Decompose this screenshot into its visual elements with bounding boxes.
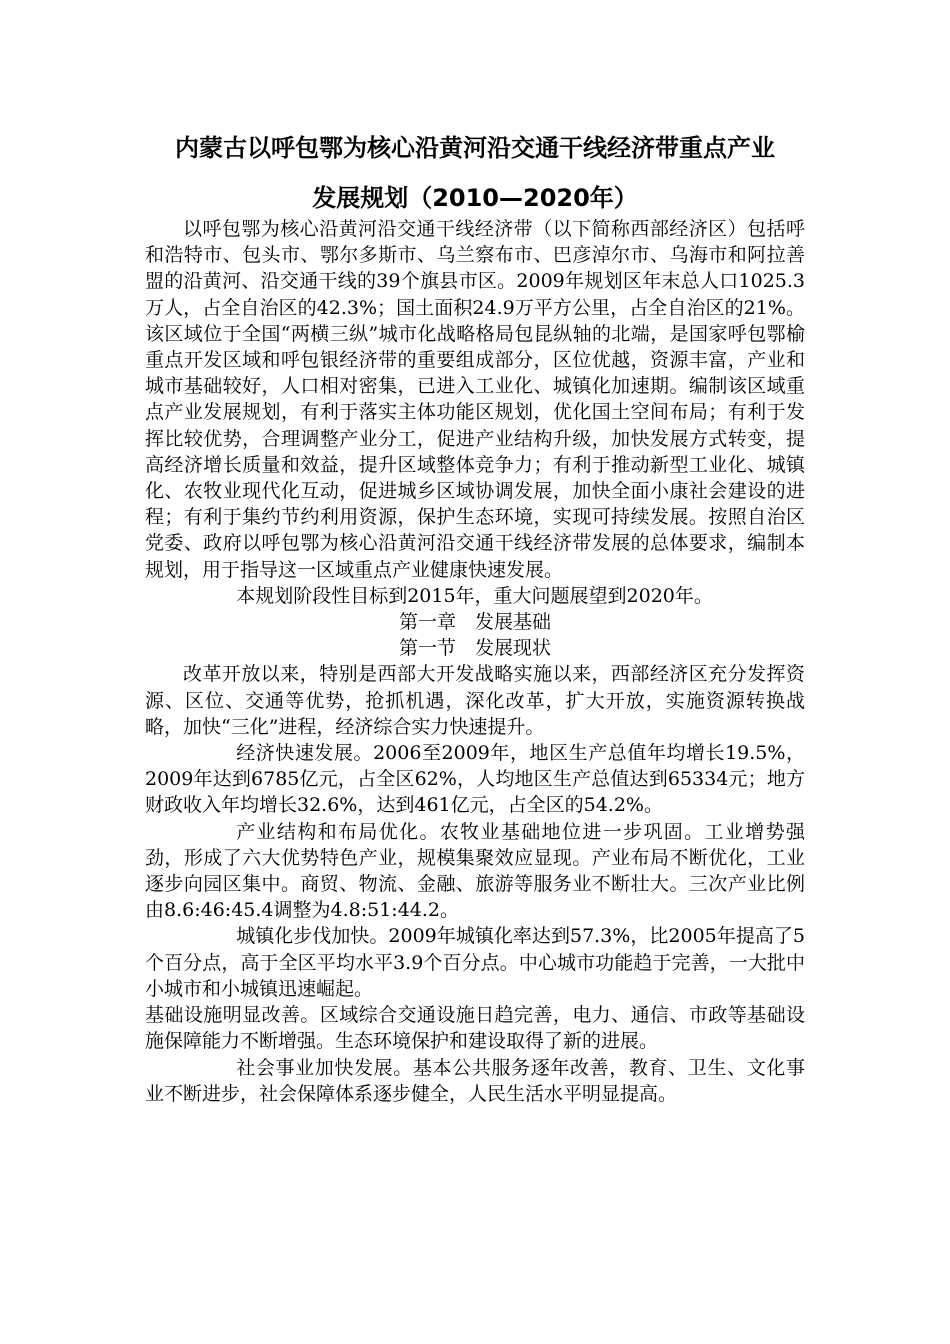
intro-paragraph: 以呼包鄂为核心沿黄河沿交通干线经济带（以下简称西部经济区）包括呼和浩特市、包头市、鄂尔多斯市、乌兰察布市、巴彦淖尔市、乌海市和阿拉善盟的沿黄河、沿交通干线的39个旗县市区。2009年规划区年末总人口1025.3万人，占全自治区的42.3%；国土面积24.9万平方公里，占全自治区的21%。该区域位于全国“两横三纵”城市化战略格局包昆纵轴的北端，是国家呼包鄂榆重点开发区域和呼包银经济带的重要组成部分，区位优越，资源丰富，产业和城市基础较好，人口相对密集，已进入工业化、城镇化加速期。编制该区域重点产业发展规划，有利于落实主体功能区规划，优化国土空间布局；有利于发挥比较优势，合理调整产业分工，促进产业结构升级，加快发展方式转变，提高经济增长质量和效益，提升区域整体竞争力；有利于推动新型工业化、城镇化、农牧业现代化互动，促进城乡区域协调发展，加快全面小康社会建设的进程；有利于集约节约利用资源，保护生态环境，实现可持续发展。按照自治区党委、政府以呼包鄂为核心沿黄河沿交通干线经济带发展的总体要求，编制本规划，用于指导这一区域重点产业健康快速发展。 xyxy=(145,218,805,581)
chapter-heading: 第一章 发展基础 xyxy=(398,611,551,634)
document-title-line-2: 发展规划（2010—2020年） xyxy=(312,184,638,212)
social-paragraph: 社会事业加快发展。基本公共服务逐年改善，教育、卫生、文化事业不断进步，社会保障体系逐步健全，人民生活水平明显提高。 xyxy=(145,1056,805,1105)
urbanization-paragraph: 城镇化步伐加快。2009年城镇化率达到57.3%，比2005年提高了5个百分点，高于全区平均水平3.9个百分点。中心城市功能趋于完善，一大批中小城市和小城镇迅速崛起。 xyxy=(145,925,805,1000)
section-heading: 第一节 发展现状 xyxy=(398,637,551,660)
industry-paragraph: 产业结构和布局优化。农牧业基础地位进一步巩固。工业增势强劲，形成了六大优势特色产业，规模集聚效应显现。产业布局不断优化，工业逐步向园区集中。商贸、物流、金融、旅游等服务业不断壮大。三次产业比例由8.6:46:45.4调整为4.8:51:44.2。 xyxy=(145,820,805,922)
economy-paragraph: 经济快速发展。2006至2009年，地区生产总值年均增长19.5%，2009年达到6785亿元，占全区62%，人均地区生产总值达到65334元；地方财政收入年均增长32.6%，达到461亿元，占全区的54.2%。 xyxy=(145,742,805,817)
document-title-line-1: 内蒙古以呼包鄂为核心沿黄河沿交通干线经济带重点产业 xyxy=(175,134,775,162)
planning-target-paragraph: 本规划阶段性目标到2015年，重大问题展望到2020年。 xyxy=(236,584,713,607)
document-page xyxy=(145,130,805,1107)
reform-paragraph: 改革开放以来，特别是西部大开发战略实施以来，西部经济区充分发挥资源、区位、交通等优势，抢抓机遇，深化改革，扩大开放，实施资源转换战略，加快“三化”进程，经济综合实力快速提升。 xyxy=(145,663,805,738)
document-body xyxy=(145,216,805,1107)
infrastructure-paragraph: 基础设施明显改善。区域综合交通设施日趋完善，电力、通信、市政等基础设施保障能力不断增强。生态环境保护和建设取得了新的进展。 xyxy=(145,1004,805,1053)
